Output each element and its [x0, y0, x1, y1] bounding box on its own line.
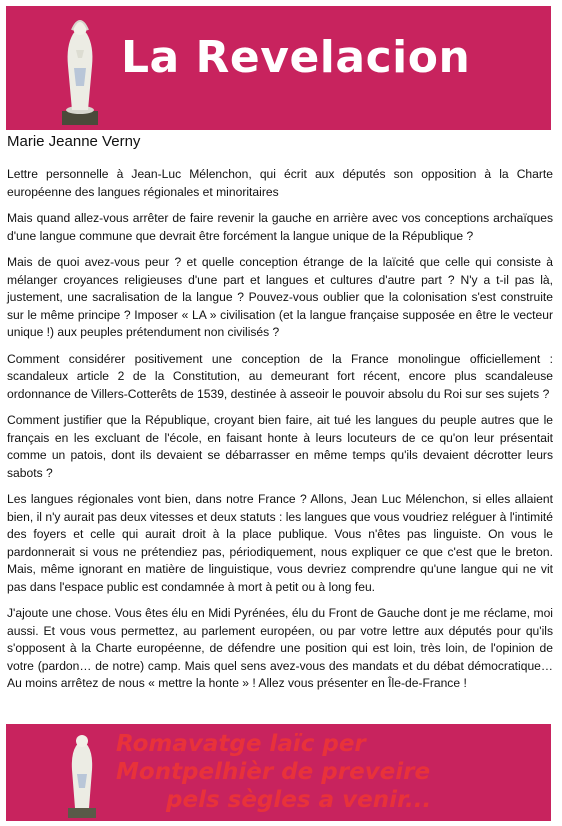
paragraph: Comment considérer positivement une conception de la France monolingue officiellement : scandaleux article 2 de la Constitution, au demeurant fort récent, encore plus scandaleuse ordonnance de Villers-Cotterêts de 1539, destinée à asseoir le pouvoir absolu du Roi sur ses sujets ? — [7, 351, 553, 401]
footer-line: pels sègles a venir... — [166, 787, 432, 813]
site-title: La Revelacion — [121, 32, 471, 83]
paragraph: J'ajoute une chose. Vous êtes élu en Midi Pyrénées, élu du Front de Gauche dont je me réclame, moi aussi. Et vous vous permettez, au parlement européen, ou par votre lettre aux députés pour qu'ils s'opposent à la Charte européenne, de défendre une position qui est loin, très loin, de l'opinion de votre (pardon… de notre) camp. Mais quel sens avez-vous des mandats et du débat démocratique… Au moins arrêtez de nous « mettre la honte » ! Allez vous présenter en Île-de-France ! — [7, 606, 553, 690]
author-name: Marie Jeanne Verny — [7, 133, 141, 150]
virgin-mary-statue-icon — [60, 6, 100, 130]
footer-slogan — [6, 724, 551, 821]
paragraph: Mais de quoi avez-vous peur ? et quelle conception étrange de la laïcité que celle qui consiste à mélanger croyances religieuses d'une part et langues et cultures d'autre part ? N'y a t-il pas là, justement, une sacralisation de la langue ? Pouvez-vous oublier que la colonisation s'est construite sur le même principe ? Imposer « LA » civilisation (et la langue française supposée en être le vecteur unique !) aux peuples prétendument non civilisés ? — [7, 255, 553, 339]
footer-line: Romavatge laïc per — [116, 731, 366, 757]
header-banner — [6, 6, 551, 130]
article-body — [7, 166, 553, 702]
footer-line: Montpelhièr de preveire — [116, 759, 431, 785]
footer-banner — [6, 724, 551, 821]
paragraph: Comment justifier que la République, croyant bien faire, ait tué les langues du peuple autres que le français en les excluant de l'école, en faisant honte à leurs locuteurs de ce qu'on leur présentait comme un patois, dont ils devaient se débarrasser en même temps qu'ils devaient décrotter leurs sabots ? — [7, 413, 553, 480]
paragraph: Les langues régionales vont bien, dans notre France ? Allons, Jean Luc Mélenchon, si elles allaient bien, il n'y aurait pas deux vitesses et deux statuts : les langues que vous voudriez reléguer à l'intimité des foyers et celle qui aurait droit à la place publique. Vous n'êtes pas linguiste. On vous le pardonnerait si vous ne prétendiez pas, périodiquement, nous expliquer ce que c'est que le breton. Mais, même ignorant en matière de linguistique, vous devriez comprendre qu'une langue qui ne vit pas dans l'espace public est condamnée à mort à petit ou à long feu. — [7, 492, 553, 594]
paragraph: Lettre personnelle à Jean-Luc Mélenchon, qui écrit aux députés son opposition à la Charte européenne des langues régionales et minoritaires — [7, 167, 553, 199]
paragraph: Mais quand allez-vous arrêter de faire revenir la gauche en arrière avec vos conceptions archaïques d'une langue commune que devrait être forcément la langue unique de la République ? — [7, 211, 553, 243]
